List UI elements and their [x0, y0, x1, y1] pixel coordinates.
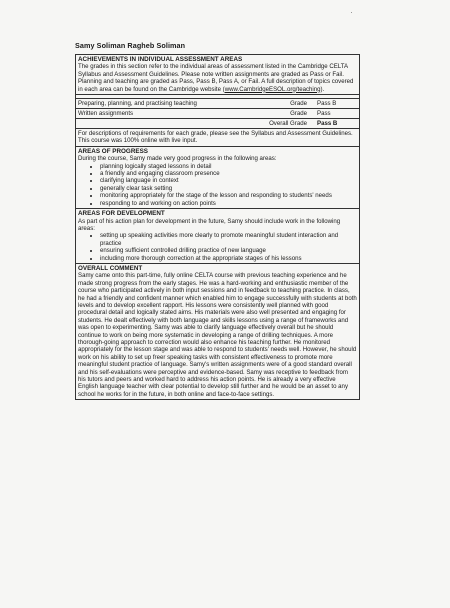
progress-heading: AREAS OF PROGRESS — [78, 147, 148, 155]
overall-heading: OVERALL COMMENT — [78, 264, 143, 272]
candidate-name: Samy Soliman Ragheb Soliman — [75, 41, 186, 50]
requirements-text: For descriptions of requirements for each grade, please see the Syllabus and Assessment Guidelines. This course was 100% online with live input. — [78, 130, 353, 145]
overall-section — [76, 264, 359, 399]
development-section — [76, 209, 359, 264]
scan-speck — [351, 12, 352, 13]
grade-value: Pass B — [317, 100, 337, 108]
development-intro: As part of his action plan for development in the future, Samy should include work in the following areas: — [78, 217, 341, 232]
cambridge-link[interactable]: www.CambridgeESOL.org/teaching — [224, 85, 321, 93]
overall-grade-value: Pass B — [317, 120, 338, 128]
grade-row — [76, 99, 359, 109]
grade-area — [76, 119, 249, 128]
grade-area: Written assignments — [78, 110, 134, 118]
achievements-text-main: The grades in this section refer to the individual areas of assessment listed in the Cambridge CELTA Syllabus and Assessment Guidelines. Please note written assignments are graded as Pass or Fail. Planning and teaching are graded as Pass, Pass B, Pass A, or Fail. A full description of topics covered in each area can be found on the Cambridge website ( — [78, 63, 354, 93]
overall-text: Samy came onto this part-time, fully online CELTA course with previous teaching experience and he made strong progress from the early stages. He was a hard-working and enthusiastic member of the course who participated actively in both input sessions and in feedback to teaching practice. In class, he had a friendly and confident manner which enabled him to engage successfully with students at both levels and to develop excellent rapport. His lessons were consistently well planned with good procedural detail and logically stated aims. His materials were also well presented and engaging for students. He dealt effectively with both language and skills lessons using a range of frameworks and was open to experimenting. Samy was able to clarify language effectively overall but he should continue to work on being more systematic in developing a range of drilling techniques. A more thorough-going approach to correction would also enhance his teaching further. He monitored appropriately for the lesson stage and was able to respond to students' needs well. However, he should work on his ability to set up freer speaking tasks with consistent effectiveness to promote more meaningful student practice of language. Samy's written assignments were of a good standard overall and his self-evaluations were perceptive and evidence-based. Samy was receptive to feedback from his tutors and peers and worked hard to address his action points. He is already a very effective English language teacher with clear potential to develop still further and he would be an asset to any school he works for in the future, in both online and face-to-face settings. — [78, 272, 357, 398]
grade-row — [76, 109, 359, 119]
progress-intro: During the course, Samy made very good progress in the following areas: — [78, 155, 277, 163]
overall-grade-label: Overall Grade — [269, 120, 307, 128]
progress-item: • monitoring appropriately for the stage of the lesson and responding to students' needs — [100, 192, 357, 199]
progress-item: • generally clear task setting — [100, 185, 357, 192]
progress-item: • clarifying language in context — [100, 177, 357, 184]
development-list — [78, 232, 357, 262]
achievements-section — [76, 55, 359, 95]
grade-label: Grade — [290, 110, 307, 118]
achievements-heading: ACHIEVEMENTS IN INDIVIDUAL ASSESSMENT AREAS — [78, 56, 243, 63]
grade-area: Preparing, planning, and practising teaching — [78, 100, 197, 108]
assessment-report — [75, 54, 360, 400]
grade-label: Grade — [290, 100, 307, 108]
achievements-text — [78, 63, 357, 93]
development-item: • setting up speaking activities more clearly to promote meaningful student interaction and practice — [100, 232, 357, 247]
progress-item: • planning logically staged lessons in detail — [100, 163, 357, 170]
progress-item: • a friendly and engaging classroom presence — [100, 170, 357, 177]
development-item: • ensuring sufficient controlled drilling practice of new language — [100, 247, 357, 254]
achievements-text-end: ). — [320, 85, 325, 93]
development-heading: AREAS FOR DEVELOPMENT — [78, 210, 165, 218]
overall-grade-row — [76, 119, 359, 128]
requirements-note — [76, 129, 359, 147]
grade-value: Pass — [317, 110, 331, 118]
progress-section — [76, 147, 359, 209]
grades-table — [76, 99, 359, 129]
progress-item: • responding to and working on action points — [100, 200, 357, 207]
progress-list — [78, 163, 357, 207]
development-item: • including more thorough correction at the appropriate stages of his lessons — [100, 255, 357, 262]
